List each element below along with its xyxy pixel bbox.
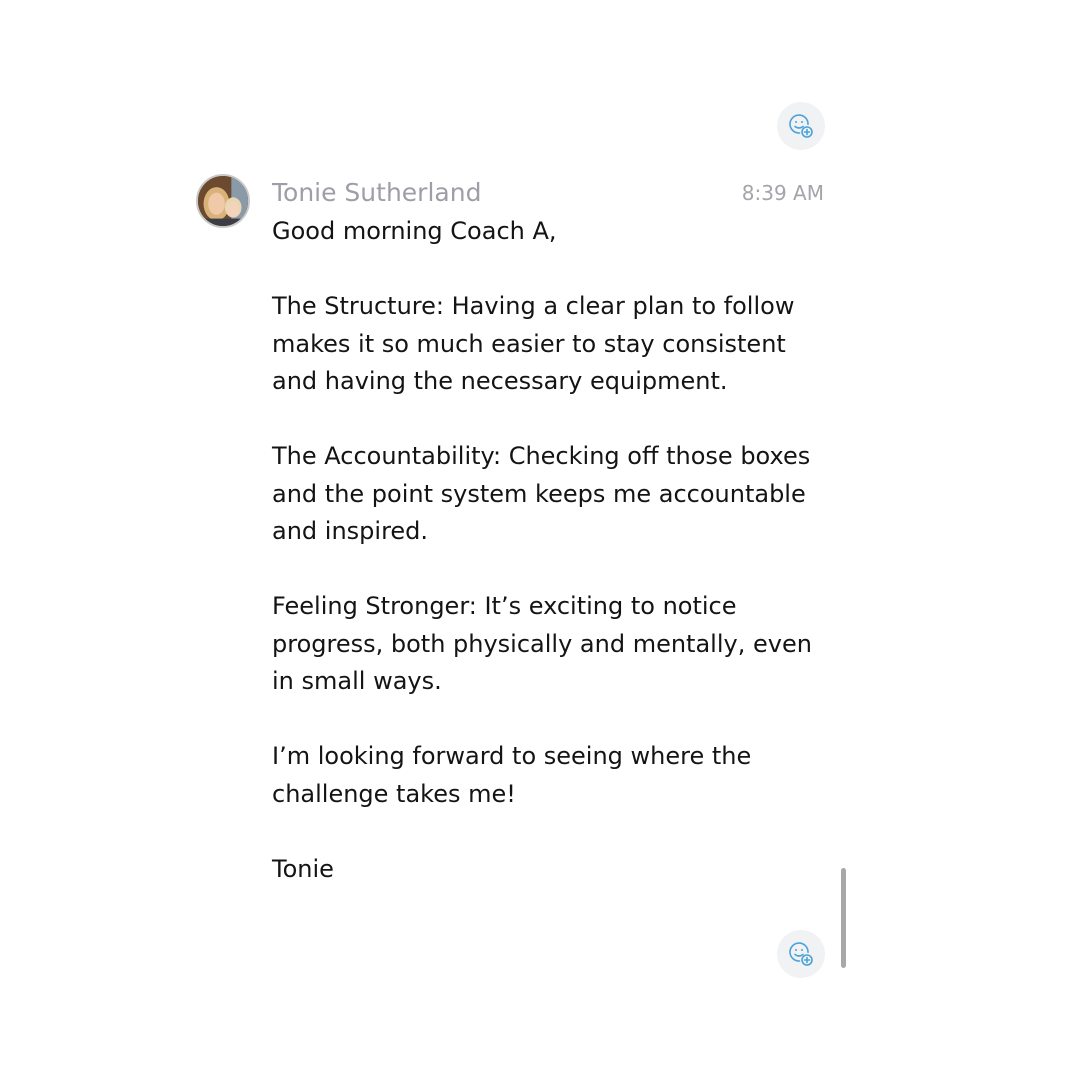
message-paragraph: The Accountability: Checking off those boxes and the point system keeps me accountable and inspired. [272,442,811,545]
message-paragraph: Feeling Stronger: It’s exciting to notice progress, both physically and mentally, even in small ways. [272,592,812,695]
message-timestamp: 8:39 AM [741,181,824,205]
message-paragraph: I’m looking forward to seeing where the challenge takes me! [272,742,752,808]
avatar[interactable] [196,174,250,228]
add-reaction-button-bottom[interactable] [777,930,825,978]
add-reaction-button-top[interactable] [777,102,825,150]
message-signature: Tonie [272,854,334,883]
sender-name[interactable]: Tonie Sutherland [272,178,482,207]
message-body [272,213,832,888]
user-avatar-photo [198,176,248,226]
add-reaction-icon [786,939,816,969]
add-reaction-icon [786,111,816,141]
message-paragraph: The Structure: Having a clear plan to follow makes it so much easier to stay consistent and having the necessary equipment. [272,292,795,395]
message-paragraph: Good morning Coach A, [272,217,557,245]
scrollbar-thumb[interactable] [841,868,846,968]
